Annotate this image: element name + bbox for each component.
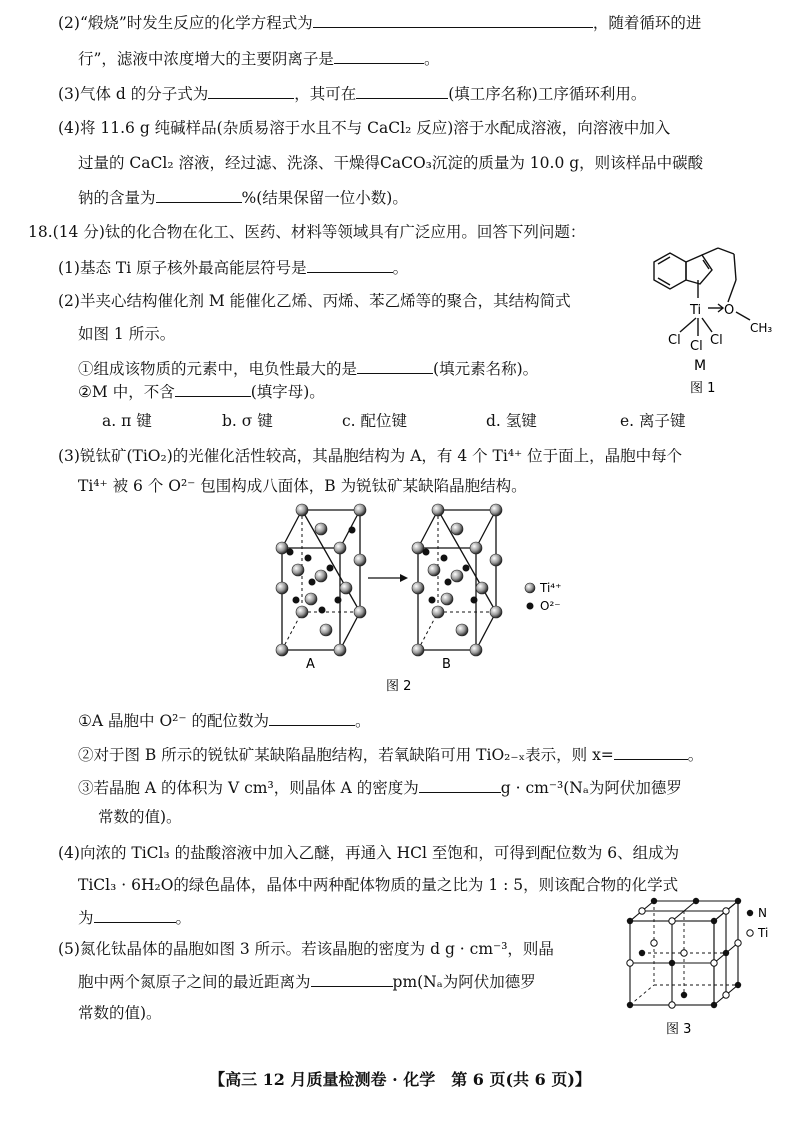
q18-p2-s1-text-b: (填元素名称)。 bbox=[433, 360, 539, 378]
fig1-caption: 图 1 bbox=[690, 381, 716, 396]
q18-part4-line3 bbox=[78, 906, 191, 929]
q18-p5-text-b: pm(Nₐ为阿伏加德罗 bbox=[392, 973, 536, 991]
q17-p2-text-c: 行”，滤液中浓度增大的主要阴离子是 bbox=[78, 50, 334, 68]
q17-p2-text-d: 。 bbox=[423, 50, 440, 68]
q18-p3-s3-text-b: g · cm⁻³(Nₐ为阿伏加德罗 bbox=[500, 779, 682, 797]
transform-arrow-icon bbox=[368, 574, 408, 582]
fig1-ti-label: Ti bbox=[690, 303, 702, 318]
answer-blank-q18-4[interactable] bbox=[94, 906, 176, 923]
q18-part3-line1: (3)锐钛矿(TiO₂)的光催化活性较高，其晶胞结构为 A，有 4 个 Ti⁴⁺ 位于面上，晶胞中每个 bbox=[58, 447, 683, 465]
answer-blank-q17-2b[interactable] bbox=[334, 47, 424, 64]
indenyl-ligand-icon bbox=[654, 248, 750, 336]
q18-part3-line2: Ti⁴⁺ 被 6 个 O²⁻ 包围构成八面体，B 为锐钛矿某缺陷晶胞结构。 bbox=[78, 477, 527, 495]
q18-part5-line1: (5)氮化钛晶体的晶胞如图 3 所示。若该晶胞的密度为 d g · cm⁻³，则晶 bbox=[58, 940, 554, 958]
q18-p4-text-a: 为 bbox=[78, 909, 94, 927]
fig1-cl-right: Cl bbox=[710, 333, 723, 348]
unit-cell-b bbox=[412, 504, 502, 656]
option-d: d. 氢键 bbox=[486, 412, 537, 430]
q17-p2-text-b: ，随着循环的进 bbox=[592, 14, 702, 32]
q18-part2-sub2 bbox=[78, 380, 325, 403]
fig1-m-label: M bbox=[694, 358, 707, 374]
q18-part3-sub1 bbox=[78, 709, 371, 732]
q17-p4-text-a: 钠的含量为 bbox=[78, 189, 156, 207]
option-b: b. σ 键 bbox=[222, 412, 273, 430]
q18-p1-text-a: (1)基态 Ti 原子核外最高能层符号是 bbox=[58, 259, 307, 277]
fig2-legend-ti: Ti⁴⁺ bbox=[540, 581, 562, 595]
fig2-label-b: B bbox=[442, 657, 451, 672]
q17-p4-text-b: %(结果保留一位小数)。 bbox=[241, 189, 408, 207]
fig2-legend-o: O²⁻ bbox=[540, 599, 561, 613]
q17-part3-line bbox=[58, 82, 646, 105]
answer-blank-q17-2a[interactable] bbox=[313, 11, 593, 28]
answer-blank-q18-1[interactable] bbox=[307, 256, 393, 273]
fig3-legend-ti: Ti bbox=[758, 926, 769, 940]
legend-ti-open-icon bbox=[747, 930, 753, 936]
fig1-cl-middle: Cl bbox=[690, 339, 703, 354]
q18-part2-line1: (2)半夹心结构催化剂 M 能催化乙烯、丙烯、苯乙烯等的聚合，其结构简式 bbox=[58, 292, 571, 310]
answer-blank-q18-3-1[interactable] bbox=[269, 709, 355, 726]
fig1-cl-left: Cl bbox=[668, 333, 681, 348]
unit-cell-a bbox=[276, 504, 366, 656]
q17-part4-line2: 过量的 CaCl₂ 溶液，经过滤、洗涤、干燥得CaCO₃沉淀的质量为 10.0 g，则该样品中碳酸 bbox=[78, 154, 704, 172]
answer-blank-q18-3-2[interactable] bbox=[614, 743, 688, 760]
fig3-caption: 图 3 bbox=[666, 1022, 692, 1037]
option-a: a. π 键 bbox=[102, 412, 152, 430]
q18-part1-line bbox=[58, 256, 408, 279]
fig2-label-a: A bbox=[306, 657, 315, 672]
answer-blank-q18-5[interactable] bbox=[311, 970, 393, 987]
figure-2-unit-cells bbox=[260, 500, 600, 700]
answer-blank-q17-3a[interactable] bbox=[208, 82, 294, 99]
q17-p3-text-b: ，其可在 bbox=[294, 85, 357, 103]
q18-p2-s2-text-a: ②M 中，不含 bbox=[78, 383, 175, 401]
page-footer: 【高三 12 月质量检测卷 · 化学 第 6 页(共 6 页)】 bbox=[209, 1070, 591, 1089]
q18-p3-s2-text-a: ②对于图 B 所示的锐钛矿某缺陷晶胞结构，若氧缺陷可用 TiO₂₋ₓ表示，则 x= bbox=[78, 746, 614, 764]
answer-blank-q17-3b[interactable] bbox=[356, 82, 448, 99]
q18-part3-sub3-cont: 常数的值)。 bbox=[98, 808, 182, 826]
q18-p3-s1-text-b: 。 bbox=[354, 712, 371, 730]
q18-part3-sub3 bbox=[78, 776, 682, 799]
q18-part3-sub2 bbox=[78, 743, 703, 766]
q18-header: 18.(14 分)钛的化合物在化工、医药、材料等领域具有广泛应用。回答下列问题： bbox=[28, 223, 586, 241]
legend-o-icon bbox=[527, 603, 534, 610]
q18-part4-line1: (4)向浓的 TiCl₃ 的盐酸溶液中加入乙醚，再通入 HCl 至饱和，可得到配位数为 6、组成为 bbox=[58, 844, 680, 862]
option-e: e. 离子键 bbox=[620, 412, 686, 430]
q17-part4-line1: (4)将 11.6 g 纯碱样品(杂质易溶于水且不与 CaCl₂ 反应)溶于水配成溶液，向溶液中加入 bbox=[58, 119, 671, 137]
q18-part2-line2: 如图 1 所示。 bbox=[78, 325, 176, 343]
q18-part4-line2: TiCl₃ · 6H₂O的绿色晶体，晶体中两种配体物质的量之比为 1 : 5，则该配合物的化学式 bbox=[78, 876, 679, 894]
q17-p2-text-a: (2)“煅烧”时发生反应的化学方程式为 bbox=[58, 14, 313, 32]
q18-part5-line2 bbox=[78, 970, 536, 993]
q17-part4-line3 bbox=[78, 186, 408, 209]
fig1-o-label: O bbox=[724, 303, 735, 318]
q18-p2-s1-text-a: ①组成该物质的元素中，电负性最大的是 bbox=[78, 360, 358, 378]
figure-3-tin-cell bbox=[620, 895, 790, 1045]
q18-p4-text-b: 。 bbox=[175, 909, 192, 927]
option-c: c. 配位键 bbox=[342, 412, 408, 430]
answer-blank-q18-3-3[interactable] bbox=[419, 776, 501, 793]
q17-p3-text-c: (填工序名称)工序循环利用。 bbox=[448, 85, 647, 103]
q18-p3-s3-text-a: ③若晶胞 A 的体积为 V cm³，则晶体 A 的密度为 bbox=[78, 779, 419, 797]
q17-part2-line2 bbox=[78, 47, 439, 70]
q18-part2-sub1 bbox=[78, 357, 538, 380]
fig1-ch3-label: CH₃ bbox=[750, 321, 773, 335]
fig3-legend-n: N bbox=[758, 906, 767, 920]
q18-p3-s1-text-a: ①A 晶胞中 O²⁻ 的配位数为 bbox=[78, 712, 269, 730]
q17-p3-text-a: (3)气体 d 的分子式为 bbox=[58, 85, 209, 103]
q18-p3-s2-text-b: 。 bbox=[687, 746, 704, 764]
q18-part5-line3: 常数的值)。 bbox=[78, 1004, 162, 1022]
legend-n-icon bbox=[747, 910, 753, 916]
q17-part2-line1 bbox=[58, 11, 701, 34]
figure-1-molecule-m bbox=[636, 240, 786, 400]
legend-ti-icon bbox=[525, 583, 535, 593]
answer-blank-q18-2-2[interactable] bbox=[175, 380, 251, 397]
q18-p1-text-b: 。 bbox=[392, 259, 409, 277]
answer-blank-q17-4[interactable] bbox=[156, 186, 242, 203]
q18-p5-text-a: 胞中两个氮原子之间的最近距离为 bbox=[78, 973, 311, 991]
fig2-caption: 图 2 bbox=[386, 679, 412, 694]
answer-blank-q18-2-1[interactable] bbox=[357, 357, 433, 374]
q18-p2-s2-text-b: (填字母)。 bbox=[250, 383, 325, 401]
